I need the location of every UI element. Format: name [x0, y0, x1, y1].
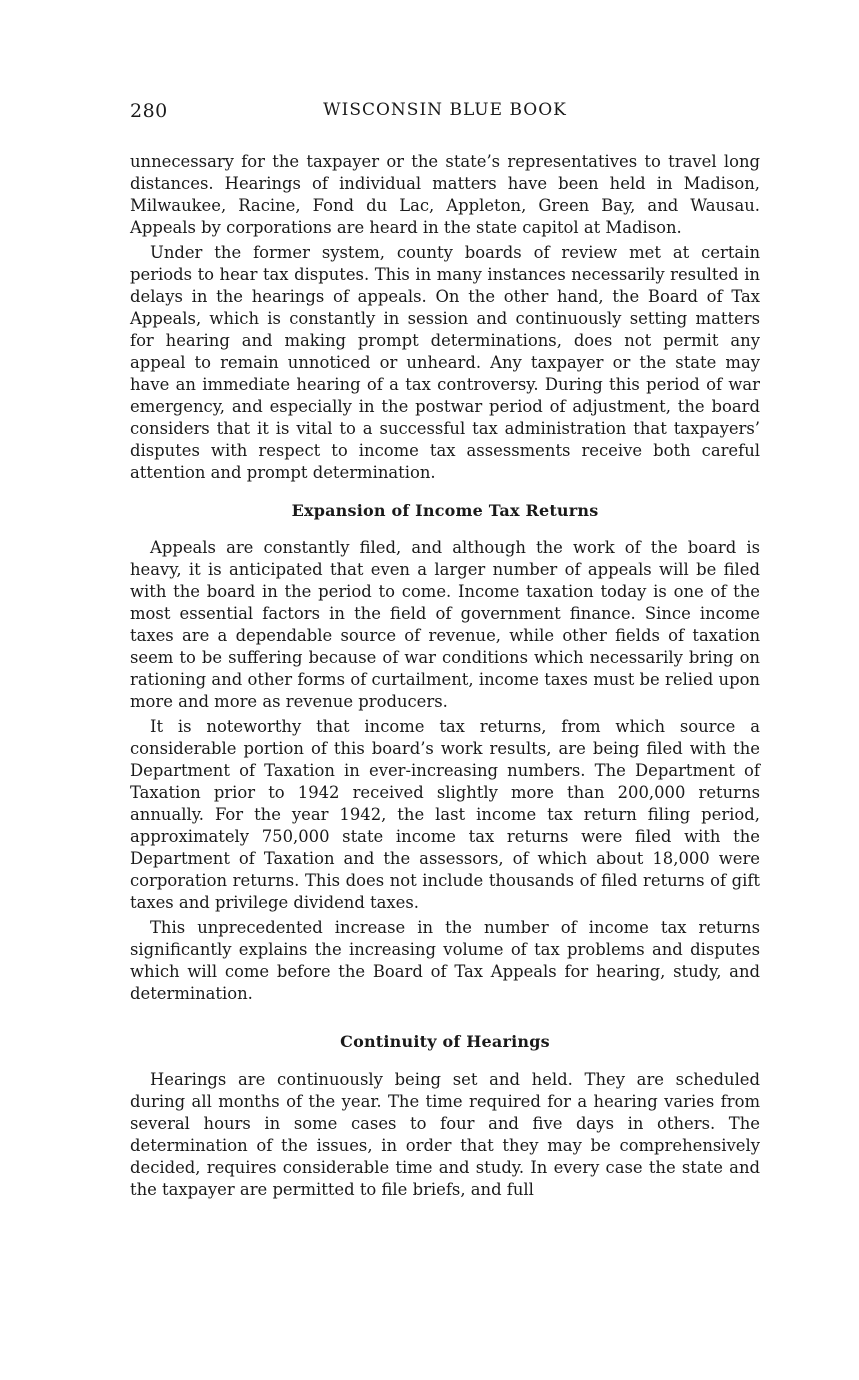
section-heading: Expansion of Income Tax Returns	[291, 501, 599, 520]
page-body	[130, 151, 760, 1201]
paragraph: unnecessary for the taxpayer or the state’s representatives to travel long distances. Hearings of individual matters have been held in Madison, Milwaukee, Racine, Fond du Lac, Appleton, Green Bay, and Wausau. Appeals by corporations are heard in the state capitol at Madison.	[130, 152, 760, 237]
page-header	[130, 100, 760, 130]
paragraph: Hearings are continuously being set and held. They are scheduled during all months of the year. The time required for a hearing varies from several hours in some cases to four and five days in others. The determination of the issues, in order that they may be comprehensively decided, requires considerable time and study. In every case the state and the taxpayer are permitted to file briefs, and full	[130, 1070, 760, 1199]
section-heading: Continuity of Hearings	[340, 1032, 550, 1051]
page-number: 280	[130, 100, 168, 122]
paragraph: Appeals are constantly filed, and although the work of the board is heavy, it is anticipated that even a larger number of appeals will be filed with the board in the period to come. Income taxation today is one of the most essential factors in the field of government finance. Since income taxes are a dependable source of revenue, while other fields of taxation seem to be suffering because of war conditions which necessarily bring on rationing and other forms of curtailment, income taxes must be relied upon more and more as revenue producers.	[130, 538, 760, 711]
paragraph: It is noteworthy that income tax returns, from which source a considerable portion of this board’s work results, are being filed with the Department of Taxation in ever-increasing numbers. The Department of Taxation prior to 1942 received slightly more than 200,000 returns annually. For the year 1942, the last income tax return filing period, approximately 750,000 state income tax returns were filed with the Department of Taxation and the assessors, of which about 18,000 were corporation returns. This does not include thousands of filed returns of gift taxes and privilege dividend taxes.	[130, 717, 760, 912]
book-page	[130, 100, 760, 1204]
paragraph: Under the former system, county boards of review met at certain periods to hear tax disputes. This in many instances necessarily resulted in delays in the hearings of appeals. On the other hand, the Board of Tax Appeals, which is constantly in session and continuously setting matters for hearing and making prompt determinations, does not permit any appeal to remain unnoticed or unheard. Any taxpayer or the state may have an immediate hearing of a tax controversy. During this period of war emergency, and especially in the postwar period of adjustment, the board considers that it is vital to a successful tax administration that taxpayers’ disputes with respect to income tax assessments receive both careful attention and prompt determination.	[130, 243, 760, 482]
running-title: WISCONSIN BLUE BOOK	[323, 100, 567, 120]
paragraph: This unprecedented increase in the number of income tax returns significantly explains the increasing volume of tax problems and disputes which will come before the Board of Tax Appeals for hearing, study, and determination.	[130, 918, 760, 1003]
